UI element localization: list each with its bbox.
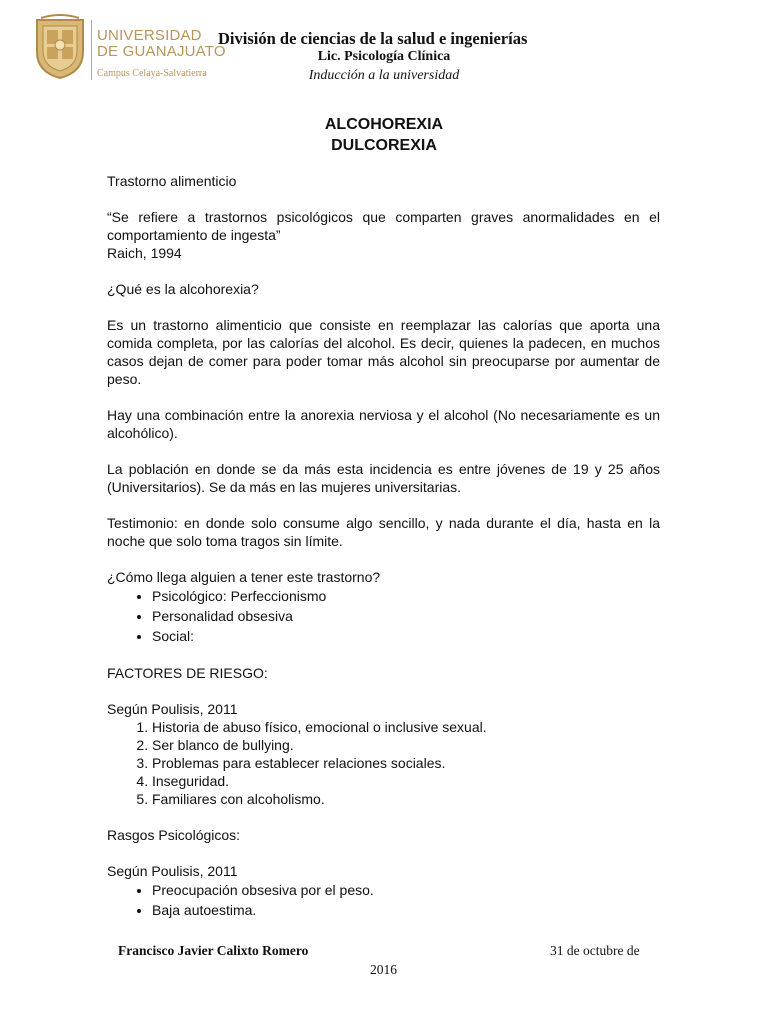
- quote-citation: Raich, 1994: [107, 245, 182, 261]
- paragraph-combination: Hay una combinación entre la anorexia nerviosa y el alcohol (No necesariamente es un alcohólico).: [107, 407, 660, 441]
- logo-wordmark-line1: UNIVERSIDAD: [97, 27, 202, 44]
- list-item: 5. Familiares con alcoholismo.: [152, 790, 660, 808]
- definition-quote: “Se refiere a trastornos psicológicos que comparten graves anormalidades en el comportamiento de ingesta”: [107, 209, 660, 243]
- list-item: 3. Problemas para establecer relaciones sociales.: [152, 754, 660, 772]
- document-title-line1: ALCOHOREXIA: [324, 116, 444, 133]
- list-item: • Personalidad obsesiva: [152, 606, 660, 626]
- division-title: División de ciencias de la salud e ingenierías: [218, 29, 528, 48]
- list-item: • Social:: [152, 626, 660, 646]
- logo-campus: Campus Celaya-Salvatierra: [97, 68, 207, 79]
- causes-list: [107, 586, 660, 646]
- list-item: • Baja autoestima.: [152, 900, 660, 920]
- page-header: [0, 0, 768, 100]
- list-item: 2. Ser blanco de bullying.: [152, 736, 660, 754]
- paragraph-testimony: Testimonio: en donde solo consume algo sencillo, y nada durante el día, hasta en la noche que solo toma tragos sin límite.: [107, 515, 660, 549]
- paragraph-definition: Es un trastorno alimenticio que consiste en reemplazar las calorías que aporta una comida completa, por las calorías del alcohol. Es decir, quienes la padecen, en muchos casos dejan de comer para poder tomar más alcohol sin preocuparse por aumentar de peso.: [107, 317, 660, 387]
- paragraph-population: La población en donde se da más esta incidencia es entre jóvenes de 19 y 25 años (Universitarios). Se da más en las mujeres universitarias.: [107, 461, 660, 495]
- question-what-is: ¿Qué es la alcohorexia?: [107, 281, 259, 297]
- list-item: 1. Historia de abuso físico, emocional o inclusive sexual.: [152, 718, 660, 736]
- list-item: • Preocupación obsesiva por el peso.: [152, 880, 660, 900]
- traits-heading: Rasgos Psicológicos:: [107, 827, 241, 843]
- list-item: • Psicológico: Perfeccionismo: [152, 586, 660, 606]
- traits-source: Según Poulisis, 2011: [107, 863, 238, 879]
- list-item: 4. Inseguridad.: [152, 772, 660, 790]
- program-name: Lic. Psicología Clínica: [317, 49, 451, 64]
- risk-heading: FACTORES DE RIESGO:: [107, 665, 268, 681]
- traits-list: [107, 880, 660, 920]
- logo-wordmark-line2: DE GUANAJUATO: [97, 43, 226, 60]
- document-title-line2: DULCOREXIA: [331, 137, 437, 154]
- footer-year: 2016: [370, 962, 397, 977]
- footer-date: 31 de octubre de: [550, 943, 640, 958]
- document-body: [107, 172, 660, 920]
- question-how: ¿Cómo llega alguien a tener este trastorno?: [107, 569, 381, 585]
- risk-factors-list: [107, 718, 660, 808]
- intro-text: Trastorno alimenticio: [107, 173, 237, 189]
- risk-source: Según Poulisis, 2011: [107, 701, 238, 717]
- footer-author: Francisco Javier Calixto Romero: [118, 943, 309, 958]
- course-name: Inducción a la universidad: [308, 68, 460, 83]
